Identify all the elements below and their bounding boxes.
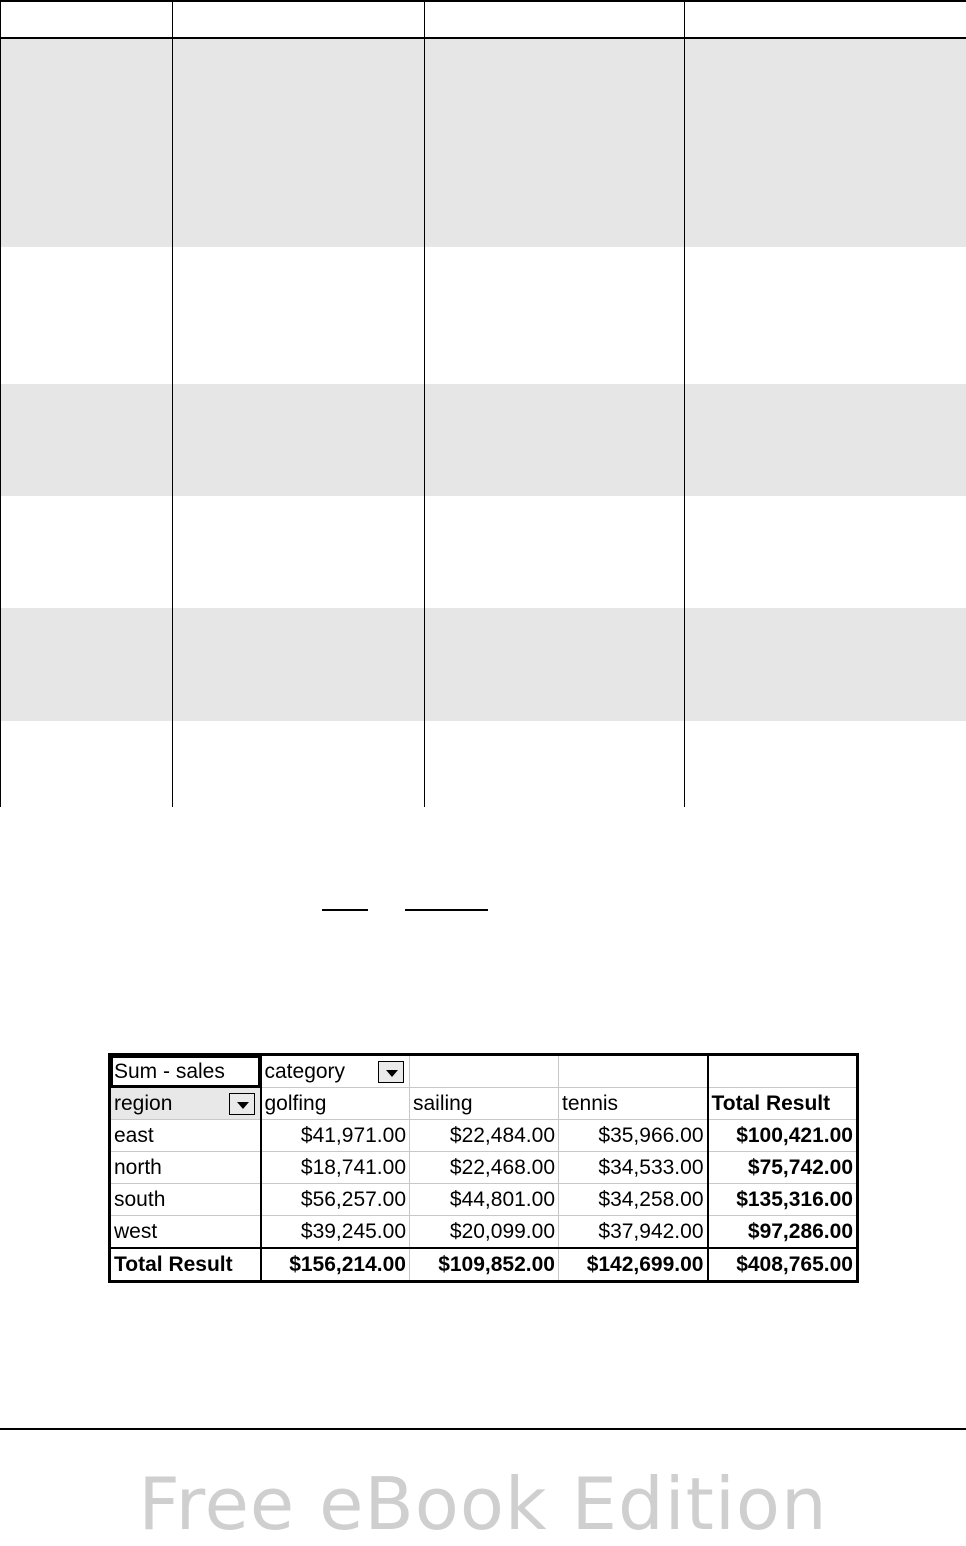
- pivot-column-header-row: [110, 1088, 858, 1120]
- table-cell: [685, 721, 966, 807]
- row-label: north: [110, 1152, 261, 1184]
- table-cell: [1, 247, 173, 384]
- value-cell: $34,533.00: [559, 1152, 708, 1184]
- link-underlines: [0, 909, 966, 911]
- table-cell: [685, 247, 966, 384]
- value-cell: $39,245.00: [261, 1216, 410, 1249]
- value-cell: $56,257.00: [261, 1184, 410, 1216]
- row-label: west: [110, 1216, 261, 1249]
- table-cell: [173, 1, 425, 38]
- pivot-cell: [708, 1055, 858, 1088]
- pivot-header-row: [110, 1055, 858, 1088]
- table-cell: [685, 38, 966, 247]
- table-cell: [685, 496, 966, 608]
- table-cell: [425, 1, 685, 38]
- table-cell: [1, 1, 173, 38]
- value-cell: $44,801.00: [410, 1184, 559, 1216]
- table-row: [110, 1152, 858, 1184]
- data-field-label[interactable]: Sum - sales: [110, 1055, 261, 1088]
- table-cell: [1, 38, 173, 247]
- value-cell: $41,971.00: [261, 1120, 410, 1152]
- total-column-header: Total Result: [708, 1088, 858, 1120]
- table-cell: [173, 721, 425, 807]
- row-total-cell: $135,316.00: [708, 1184, 858, 1216]
- table-cell: [173, 496, 425, 608]
- pivot-cell: [559, 1055, 708, 1088]
- value-cell: $22,484.00: [410, 1120, 559, 1152]
- pivot-cell: [410, 1055, 559, 1088]
- table-cell: [685, 608, 966, 721]
- row-total-cell: $97,286.00: [708, 1216, 858, 1249]
- table-cell: [173, 384, 425, 496]
- table-cell: [173, 38, 425, 247]
- table-cell: [425, 38, 685, 247]
- table-row: [110, 1120, 858, 1152]
- column-header: tennis: [559, 1088, 708, 1120]
- table-cell: [173, 608, 425, 721]
- column-field-label: category: [265, 1057, 346, 1086]
- row-total-cell: $100,421.00: [708, 1120, 858, 1152]
- column-field-button[interactable]: [261, 1055, 410, 1088]
- table-cell: [425, 247, 685, 384]
- table-cell: [1, 608, 173, 721]
- total-row: [110, 1248, 858, 1282]
- value-cell: $22,468.00: [410, 1152, 559, 1184]
- pivot-table: [108, 1053, 859, 1283]
- link-underline[interactable]: [405, 909, 488, 911]
- value-cell: $35,966.00: [559, 1120, 708, 1152]
- total-row-label: Total Result: [110, 1248, 261, 1282]
- value-cell: $18,741.00: [261, 1152, 410, 1184]
- table-row: [110, 1216, 858, 1249]
- column-header: sailing: [410, 1088, 559, 1120]
- row-label: south: [110, 1184, 261, 1216]
- grand-total-cell: $408,765.00: [708, 1248, 858, 1282]
- link-underline[interactable]: [322, 909, 368, 911]
- column-total-cell: $142,699.00: [559, 1248, 708, 1282]
- table-row: [110, 1184, 858, 1216]
- watermark-text: Free eBook Edition: [0, 1462, 966, 1546]
- table-cell: [173, 247, 425, 384]
- value-cell: $37,942.00: [559, 1216, 708, 1249]
- dropdown-arrow-icon[interactable]: [378, 1061, 404, 1083]
- table-cell: [685, 384, 966, 496]
- table-cell: [1, 496, 173, 608]
- table-cell: [685, 1, 966, 38]
- column-total-cell: $109,852.00: [410, 1248, 559, 1282]
- column-total-cell: $156,214.00: [261, 1248, 410, 1282]
- table-cell: [425, 608, 685, 721]
- table-cell: [425, 721, 685, 807]
- row-field-button[interactable]: [110, 1088, 261, 1120]
- table-cell: [1, 384, 173, 496]
- table-cell: [425, 496, 685, 608]
- footer-divider: [0, 1428, 966, 1430]
- value-cell: $34,258.00: [559, 1184, 708, 1216]
- dropdown-arrow-icon[interactable]: [229, 1093, 255, 1115]
- row-field-label: region: [114, 1089, 172, 1118]
- value-cell: $20,099.00: [410, 1216, 559, 1249]
- column-header: golfing: [261, 1088, 410, 1120]
- row-total-cell: $75,742.00: [708, 1152, 858, 1184]
- table-cell: [425, 384, 685, 496]
- row-label: east: [110, 1120, 261, 1152]
- table-cell: [1, 721, 173, 807]
